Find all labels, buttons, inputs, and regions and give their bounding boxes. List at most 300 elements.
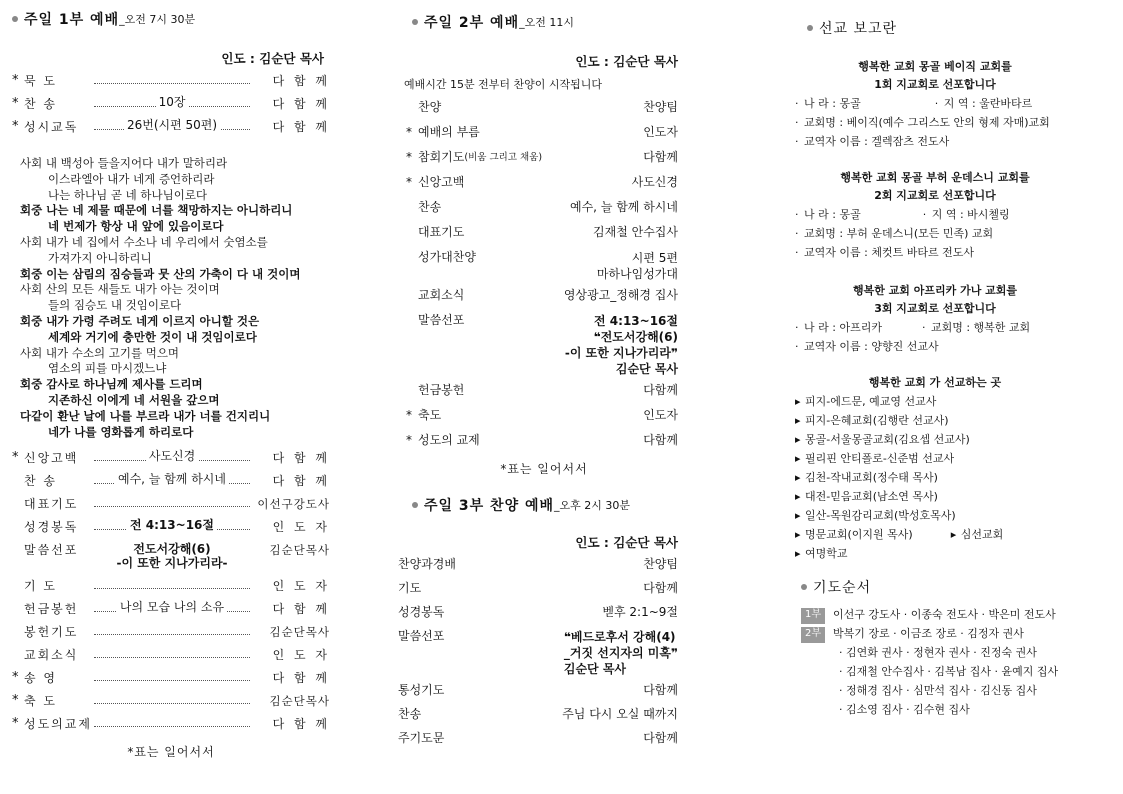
mission-item-text: 필리핀 안티폴로-신준범 선교사 (805, 452, 955, 465)
missions-list-title: 행복한 교회 가 선교하는 곳 (868, 376, 1002, 389)
order-label: 찬양과경배 (398, 557, 456, 571)
order-label-group (398, 383, 464, 398)
prayer-title (801, 577, 1075, 597)
worship3-title-main: 주일 3부 찬양 예배 (424, 498, 555, 514)
order-detail-line: 예수, 늘 함께 하시네 (570, 200, 678, 214)
order-label-group (398, 605, 444, 620)
prayer-names: · 김연화 권사 · 정현자 권사 · 진정숙 권사 (839, 646, 1037, 659)
order-detail (643, 557, 678, 572)
reading-line: 염소의 피를 마시겠느냐 (48, 361, 167, 376)
order-detail-line2: -이 또한 지나가리라- (116, 556, 228, 571)
triangle-bullet-icon: ▸ (795, 452, 801, 465)
order-row (12, 578, 330, 601)
reading-line: 사회 내가 수소의 고기를 먹으며 (20, 345, 180, 360)
order-label: 봉헌기도 (24, 625, 79, 640)
order-label: 기 도 (24, 579, 57, 594)
order-leader: 김순단목사 (269, 694, 330, 709)
church1-line1: 행복한 교회 몽골 베이직 교회를 (858, 60, 1012, 73)
order-leader-dots (94, 670, 250, 681)
triangle-bullet-icon: ▸ (795, 433, 801, 446)
order-detail-line: 김순단 목사 (563, 662, 626, 676)
order-leader-dots (94, 693, 250, 704)
bullet-dot-icon (412, 502, 418, 508)
prayer-rows (801, 605, 1075, 719)
order-leader: 다 함 께 (272, 120, 330, 134)
order-row (12, 450, 330, 473)
stand-marker: * (12, 693, 19, 709)
reading-line: 사회 내가 네 집에서 수소나 네 우리에서 숫염소를 (20, 234, 268, 249)
order-label: 성경봉독 (398, 605, 445, 619)
stand-marker: * (12, 96, 19, 111)
order-label-group (398, 100, 441, 115)
order-detail (643, 731, 678, 746)
order-label: 헌금봉헌 (418, 383, 465, 397)
order-label: 찬송 (398, 707, 422, 721)
reading-line: 회중 이는 삼림의 짐승들과 뭇 산의 가축이 다 내 것이며 (20, 266, 301, 281)
order-detail (643, 150, 678, 165)
order-detail (597, 250, 678, 282)
order-detail (643, 581, 678, 596)
order-label: 기도 (398, 581, 422, 595)
worship1-order-top (12, 73, 330, 142)
bullet-dot-icon (807, 25, 813, 31)
worship1-title (12, 9, 330, 29)
order-leader: 다 함 께 (272, 451, 330, 466)
order-label: 축 도 (24, 694, 57, 709)
church1-pastor: 교역자 이름 : 겔렉잠츠 전도사 (804, 135, 950, 148)
worship2-title (412, 12, 690, 32)
worship1-stand-note: *표는 일어서서 (127, 745, 215, 760)
order-label: 묵 도 (24, 74, 57, 88)
reading-line: 지존하신 이에게 네 서원을 갚으며 (48, 392, 220, 407)
stand-marker: * (406, 433, 412, 447)
order-row (12, 624, 330, 647)
order-detail-line: -이 또한 지나가리라❞ (564, 346, 678, 360)
order-row (398, 731, 678, 755)
order-label-group (398, 683, 444, 698)
prayer-row (801, 662, 1075, 681)
order-leader-dots (94, 716, 250, 727)
prayer-names: 이선구 강도사 · 이종숙 전도사 · 박은미 전도사 (833, 608, 1056, 621)
order-detail-line: 마하나임성가대 (596, 267, 678, 281)
church2-name: 교회명 : 부허 운데스니(모든 민족) 교회 (804, 227, 994, 240)
order-detail-line: 다함께 (643, 683, 678, 697)
order-detail: 사도신경 (146, 449, 198, 463)
order-row (12, 542, 330, 578)
church3-name: 교회명 : 행복한 교회 (930, 321, 1031, 334)
mission-item (795, 430, 1075, 449)
reading-line: 세계와 거기에 충만한 것이 내 것임이로다 (48, 329, 257, 344)
mission-column (795, 0, 1075, 719)
order-label-group (398, 313, 464, 328)
order-row (398, 683, 678, 707)
order-detail: 예수, 늘 함께 하시네 (115, 472, 229, 486)
missions-items (795, 392, 1075, 525)
order-label-group (398, 557, 456, 572)
order-row (12, 73, 330, 96)
prayer-title-text: 기도순서 (813, 580, 872, 596)
church2-line1: 행복한 교회 몽골 부허 운데스니 교회를 (840, 171, 1030, 184)
order-leader-dots (94, 600, 250, 615)
reading-line: 다같이 환난 날에 나를 부르라 내가 너를 건지리니 (20, 408, 271, 423)
order-leader: 인 도 자 (272, 520, 330, 535)
reading-line: 네가 나를 영화롭게 하리로다 (48, 424, 194, 439)
order-detail (643, 125, 678, 140)
order-label-group (398, 629, 444, 644)
order-label: 신앙고백 (24, 451, 79, 466)
prayer-row (801, 700, 1075, 719)
order-detail (643, 383, 678, 398)
order-row (12, 473, 330, 496)
mission-item-text: 몽골-서울몽골교회(김요셉 선교사) (805, 433, 970, 446)
order-detail (564, 629, 678, 677)
church3-line2: 3회 지교회로 선포합니다 (874, 302, 996, 315)
order-detail-line: _거짓 선지자의 미혹❞ (563, 646, 678, 660)
order-row (12, 119, 330, 142)
order-note: (비움 그리고 채움) (464, 152, 543, 163)
order-row (12, 519, 330, 542)
order-leader-dots (94, 647, 250, 658)
order-detail (562, 707, 678, 722)
order-label: 성경봉독 (24, 520, 79, 535)
reading-line: 나는 하나님 곧 네 하나님이로다 (48, 187, 208, 202)
reading-line: 네 번제가 항상 내 앞에 있음이로다 (48, 219, 224, 234)
responsive-reading (20, 156, 330, 440)
order-label: 교회소식 (418, 288, 465, 302)
prayer-row (801, 624, 1075, 643)
order-label: 통성기도 (398, 683, 445, 697)
missions-last-row: ▸ 여명학교 (795, 547, 848, 560)
reading-line: 들의 짐승도 내 것임이로다 (48, 298, 182, 313)
order-row (398, 225, 678, 250)
order-detail-line: 영상광고_정해경 집사 (563, 288, 678, 302)
prayer-service-tag: 1부 (801, 608, 825, 624)
worship3-title (412, 495, 690, 515)
order-row (398, 288, 678, 313)
order-detail (593, 225, 678, 240)
stand-marker: * (12, 450, 19, 466)
order-row (398, 150, 678, 175)
mission-item (795, 487, 1075, 506)
order-detail (564, 288, 678, 303)
order-label-group (398, 175, 464, 190)
order-leader-dots (94, 449, 250, 464)
worship3-order (398, 557, 690, 755)
order-detail-line: 인도자 (643, 125, 678, 139)
mission-title (807, 18, 1075, 38)
order-detail-line: 찬양팀 (643, 557, 678, 571)
order-label: 신앙고백 (418, 175, 465, 189)
stand-marker: * (12, 73, 19, 88)
mission-item (795, 392, 1075, 411)
order-row (12, 647, 330, 670)
order-row (398, 408, 678, 433)
order-label: 말씀선포 (24, 543, 79, 558)
order-leader: 다 함 께 (272, 717, 330, 732)
order-leader: 김순단목사 (269, 543, 330, 558)
order-detail-line: 김순단 목사 (615, 362, 678, 376)
order-detail (570, 200, 678, 215)
stand-marker: * (12, 119, 19, 134)
mission-title-text: 선교 보고란 (819, 21, 898, 37)
worship2-title-main: 주일 2부 예배 (424, 15, 520, 31)
church3-country: 나 라 : 아프리카 (804, 321, 882, 334)
order-label: 찬송 (418, 200, 442, 214)
church1-name: 교회명 : 베이직(예수 그리스도 안의 형제 자매)교회 (804, 116, 1050, 129)
stand-marker: * (406, 150, 412, 164)
order-row (398, 200, 678, 225)
worship3-title-time: _오후 2시 30분 (554, 499, 631, 512)
order-label: 성시교독 (24, 120, 79, 134)
order-label-group (398, 250, 476, 265)
order-row (12, 716, 330, 739)
order-detail-line: 찬양팀 (643, 100, 678, 114)
worship2-stand-note: *표는 일어서서 (500, 462, 588, 476)
order-leader: 인 도 자 (272, 648, 330, 663)
worship2-leader: 인도 : 김순단 목사 (575, 54, 678, 69)
mission-item-text: 대전-믿음교회(남소연 목사) (805, 490, 938, 503)
worship1-title-time: _오전 7시 30분 (119, 13, 196, 26)
church1-name-row: · 교회명 : 베이직(예수 그리스도 안의 형제 자매)교회 (795, 116, 1050, 129)
order-label: 대표기도 (418, 225, 465, 239)
church1-pastor-row: · 교역자 이름 : 겔렉잠츠 전도사 (795, 135, 950, 148)
order-leader-dots (94, 624, 250, 635)
reading-line: 이스라엘아 내가 네게 증언하리라 (48, 171, 215, 186)
order-leader-dots (94, 119, 250, 130)
order-row (398, 629, 678, 677)
order-label: 찬양 (418, 100, 442, 114)
order-label: 찬 송 (24, 97, 57, 111)
bullet-dot-icon (12, 16, 18, 22)
order-label: 예배의 부름 (418, 125, 480, 139)
prayer-row (801, 643, 1075, 662)
order-detail (602, 605, 678, 620)
order-label: 성도의 교제 (418, 433, 480, 447)
stand-marker: * (12, 670, 19, 686)
mission-item-text: 일산-목원감리교회(박성호목사) (805, 509, 956, 522)
order-leader: 다 함 께 (272, 474, 330, 489)
church2-pastor: 교역자 이름 : 체컷트 바타르 전도사 (804, 246, 974, 259)
church2-pastor-row: · 교역자 이름 : 체컷트 바타르 전도사 (795, 246, 974, 259)
triangle-bullet-icon: ▸ (795, 509, 801, 522)
mission-church1 (795, 58, 1075, 151)
order-leader: 다 함 께 (272, 97, 330, 111)
church2-name-row: · 교회명 : 부허 운데스니(모든 민족) 교회 (795, 227, 994, 240)
missions-list (795, 374, 1075, 563)
order-label-group (398, 125, 480, 140)
order-row (398, 557, 678, 581)
stand-marker: * (406, 175, 412, 189)
mission-church2 (795, 169, 1075, 262)
bullet-dot-icon (801, 584, 807, 590)
order-label-group (398, 288, 464, 303)
worship1-column (12, 0, 330, 760)
order-leader-dots (94, 73, 250, 84)
stand-marker: * (406, 408, 412, 422)
church1-country: 나 라 : 몽골 (804, 97, 861, 110)
mission-item (795, 411, 1075, 430)
order-detail (643, 100, 678, 115)
triangle-bullet-icon: ▸ (795, 395, 801, 408)
order-row (398, 100, 678, 125)
order-detail (643, 683, 678, 698)
mission-pair-left: 명문교회(이지원 목사) (805, 528, 913, 541)
mission-item (795, 468, 1075, 487)
order-label: 송 영 (24, 671, 57, 686)
order-label: 말씀선포 (398, 629, 445, 643)
mission-item-text: 피지-에드문, 예교영 선교사 (805, 395, 937, 408)
prayer-row (801, 681, 1075, 700)
order-row (398, 707, 678, 731)
church1-country-row: · 나 라 : 몽골 · 지 역 : 울란바타르 (795, 97, 1033, 110)
order-leader: 다 함 께 (272, 671, 330, 686)
order-row (398, 250, 678, 282)
mission-pair-right: 심선교회 (960, 528, 1004, 541)
order-detail-line: 시편 5편 (631, 251, 678, 265)
order-detail-line: 다함께 (643, 731, 678, 745)
order-detail-line: 사도신경 (631, 175, 678, 189)
order-detail-line: ❝베드로후서 강해(4) (563, 630, 676, 644)
order-detail-line: ❝전도서강해(6) (593, 330, 678, 344)
order-label: 성가대찬양 (418, 250, 476, 264)
order-detail-line: 다함께 (643, 383, 678, 397)
prayer-row (801, 605, 1075, 624)
worship1-leader: 인도 : 김순단 목사 (221, 51, 324, 66)
order-label: 찬 송 (24, 474, 57, 489)
order-label-group (398, 707, 421, 722)
order-label-group (398, 581, 421, 596)
order-leader: 이선구강도사 (257, 497, 330, 512)
reading-line: 사회 산의 모든 새들도 내가 아는 것이며 (20, 282, 220, 297)
order-label: 교회소식 (24, 648, 79, 663)
order-label: 성도의교제 (24, 717, 92, 732)
order-detail-line1: 전도서강해(6) (133, 542, 211, 557)
order-row (12, 693, 330, 716)
order-detail (643, 408, 678, 423)
worship1-title-main: 주일 1부 예배 (24, 12, 120, 28)
order-leader: 김순단목사 (269, 625, 330, 640)
order-detail-line: 다함께 (643, 433, 678, 447)
order-label-group (398, 200, 441, 215)
prayer-names: · 김재철 안수집사 · 김복남 집사 · 윤예지 집사 (839, 665, 1059, 678)
worship2-order (398, 100, 690, 458)
order-leader: 인 도 자 (272, 579, 330, 594)
order-label: 헌금봉헌 (24, 602, 79, 617)
reading-line: 회중 감사로 하나님께 제사를 드리며 (20, 377, 203, 392)
order-leader-dots (94, 518, 250, 533)
order-row (12, 601, 330, 624)
order-row (12, 670, 330, 693)
triangle-bullet-icon: ▸ (795, 490, 801, 503)
order-row (398, 125, 678, 150)
order-row (12, 496, 330, 519)
order-label: 대표기도 (24, 497, 79, 512)
order-label: 말씀선포 (418, 313, 465, 327)
order-detail-line: 벧후 2:1~9절 (602, 605, 678, 619)
worship1-order-bottom (12, 450, 330, 739)
church3-country-row: · 나 라 : 아프리카 · 교회명 : 행복한 교회 (795, 321, 1031, 334)
order-detail: 전 4:13~16절 (127, 518, 217, 532)
order-row (398, 433, 678, 458)
order-leader-dots (94, 496, 250, 507)
mission-item (795, 449, 1075, 468)
order-detail: 10장 (156, 95, 189, 109)
order-label-group (398, 408, 441, 423)
order-row (12, 96, 330, 119)
order-detail-line: 주님 다시 오실 때까지 (562, 707, 678, 721)
order-row (398, 175, 678, 200)
mission-item-text: 피지-은혜교회(김행란 선교사) (805, 414, 949, 427)
mission-item-text: 김천-작내교회(정수태 목사) (805, 471, 938, 484)
order-row (398, 313, 678, 377)
missions-pair-row: ▸ 명문교회(이지원 목사) ▸ 심선교회 (795, 528, 1004, 541)
stand-marker: * (12, 716, 19, 732)
reading-line: 회중 내가 가령 주려도 네게 이르지 아니할 것은 (20, 313, 260, 328)
order-leader: 다 함 께 (272, 602, 330, 617)
order-detail (643, 433, 678, 448)
church2-line2: 2회 지교회로 선포합니다 (874, 189, 996, 202)
order-row (398, 581, 678, 605)
church2-country: 나 라 : 몽골 (804, 208, 861, 221)
order-label-group (398, 433, 480, 448)
order-row (398, 383, 678, 408)
order-row (398, 605, 678, 629)
reading-line: 회중 나는 네 제물 때문에 너를 책망하지는 아니하리니 (20, 203, 293, 218)
reading-line: 가져가지 아니하리니 (48, 250, 152, 265)
order-label-group (398, 150, 542, 165)
stand-marker: * (406, 125, 412, 139)
church3-pastor: 교역자 이름 : 양향진 선교사 (804, 340, 939, 353)
worship2-column (398, 0, 690, 755)
order-detail-line: 인도자 (643, 408, 678, 422)
order-detail (632, 175, 678, 190)
prayer-names: · 정해경 집사 · 심만석 집사 · 김신동 집사 (839, 684, 1037, 697)
order-label: 축도 (418, 408, 442, 422)
mission-last: 여명학교 (805, 547, 848, 560)
order-leader-dots (94, 96, 250, 107)
order-leader-dots (94, 472, 250, 487)
order-leader-dots (94, 578, 250, 589)
order-label-group (398, 731, 444, 746)
worship2-subnote: 예배시간 15분 전부터 찬양이 시작됩니다 (404, 78, 602, 91)
church3-line1: 행복한 교회 아프리카 가나 교회를 (852, 284, 1018, 297)
order-detail-line: 다함께 (643, 150, 678, 164)
order-label: 참회기도 (418, 150, 465, 164)
order-detail: 26번(시편 50편) (124, 118, 220, 132)
church1-line2: 1회 지교회로 선포합니다 (874, 78, 996, 91)
order-detail (94, 542, 250, 570)
prayer-names: 박복기 장로 · 이금조 장로 · 김정자 권사 (833, 627, 1024, 640)
worship3-leader: 인도 : 김순단 목사 (575, 535, 678, 550)
order-label-group (398, 225, 464, 240)
order-detail-line: 다함께 (643, 581, 678, 595)
prayer-service-tag: 2부 (801, 627, 825, 643)
order-leader: 다 함 께 (272, 74, 330, 88)
church3-pastor-row: · 교역자 이름 : 양향진 선교사 (795, 340, 939, 353)
triangle-bullet-icon: ▸ (795, 414, 801, 427)
mission-church3 (795, 282, 1075, 356)
order-detail-line: 전 4:13~16절 (594, 314, 678, 328)
church2-country-row: · 나 라 : 몽골 · 지 역 : 바시첼링 (795, 208, 1010, 221)
order-detail: 나의 모습 나의 소유 (117, 600, 227, 614)
order-detail (565, 313, 678, 377)
order-label: 주기도문 (398, 731, 445, 745)
prayer-names: · 김소영 집사 · 김수현 집사 (839, 703, 970, 716)
bullet-dot-icon (412, 19, 418, 25)
reading-line: 사회 내 백성아 들을지어다 내가 말하리라 (20, 156, 228, 170)
mission-item (795, 506, 1075, 525)
church2-region: 지 역 : 바시첼링 (931, 208, 1010, 221)
